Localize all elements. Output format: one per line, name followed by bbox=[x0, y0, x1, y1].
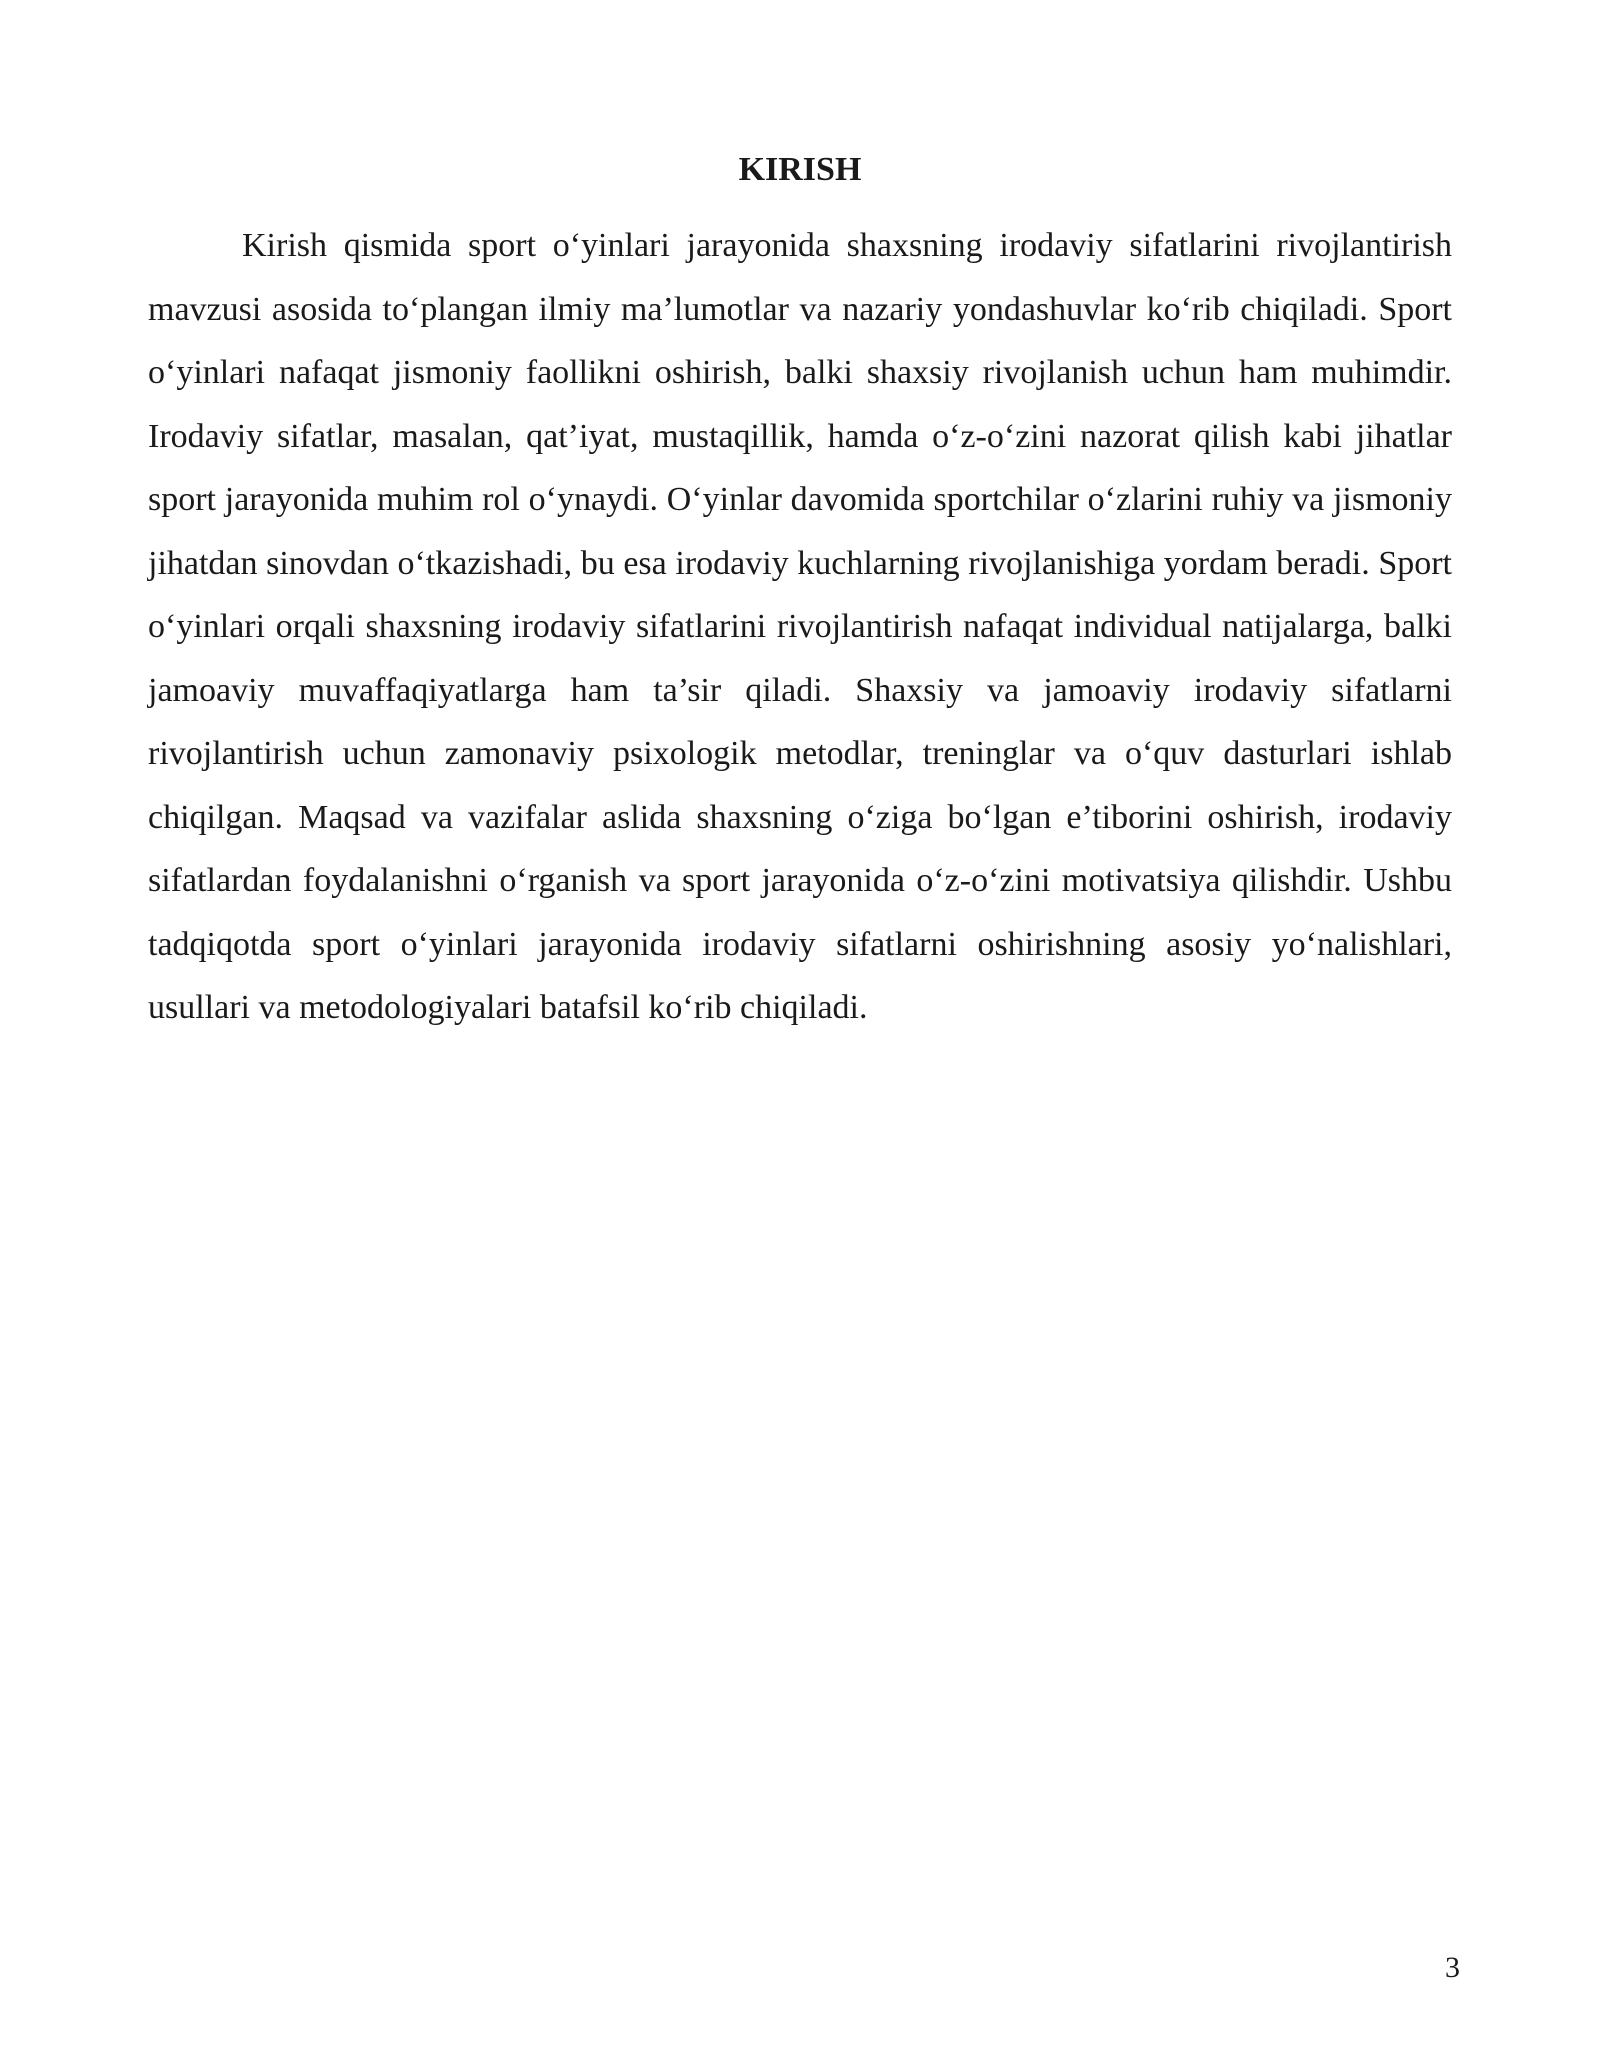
body-paragraph: Kirish qismida sport o‘yinlari jarayonida shaxsning irodaviy sifatlarini rivojlantirish mavzusi asosida to‘plangan ilmiy ma’lumotlar va nazariy yondashuvlar ko‘rib chiqiladi. Sport o‘yinlari nafaqat jismoniy faollikni oshirish, balki shaxsiy rivojlanish uchun ham muhimdir. Irodaviy sifatlar, masalan, qat’iyat, mustaqillik, hamda o‘z-o‘zini nazorat qilish kabi jihatlar sport jarayonida muhim rol o‘ynaydi. O‘yinlar davomida sportchilar o‘zlarini ruhiy va jismoniy jihatdan sinovdan o‘tkazishadi, bu esa irodaviy kuchlarning rivojlanishiga yordam beradi. Sport o‘yinlari orqali shaxsning irodaviy sifatlarini rivojlantirish nafaqat individual natijalarga, balki jamoaviy muvaffaqiyatlarga ham ta’sir qiladi. Shaxsiy va jamoaviy irodaviy sifatlarni rivojlantirish uchun zamonaviy psixologik metodlar, treninglar va o‘quv dasturlari ishlab chiqilgan. Maqsad va vazifalar aslida shaxsning o‘ziga bo‘lgan e’tiborini oshirish, irodaviy sifatlardan foydalanishni o‘rganish va sport jarayonida o‘z-o‘zini motivatsiya qilishdir. Ushbu tadqiqotda sport o‘yinlari jarayonida irodaviy sifatlarni oshirishning asosiy yo‘nalishlari, usullari va metodologiyalari batafsil ko‘rib chiqiladi. bbox=[148, 227, 1452, 1026]
page-number: 3 bbox=[1445, 1951, 1460, 1984]
section-heading: KIRISH bbox=[738, 151, 862, 188]
